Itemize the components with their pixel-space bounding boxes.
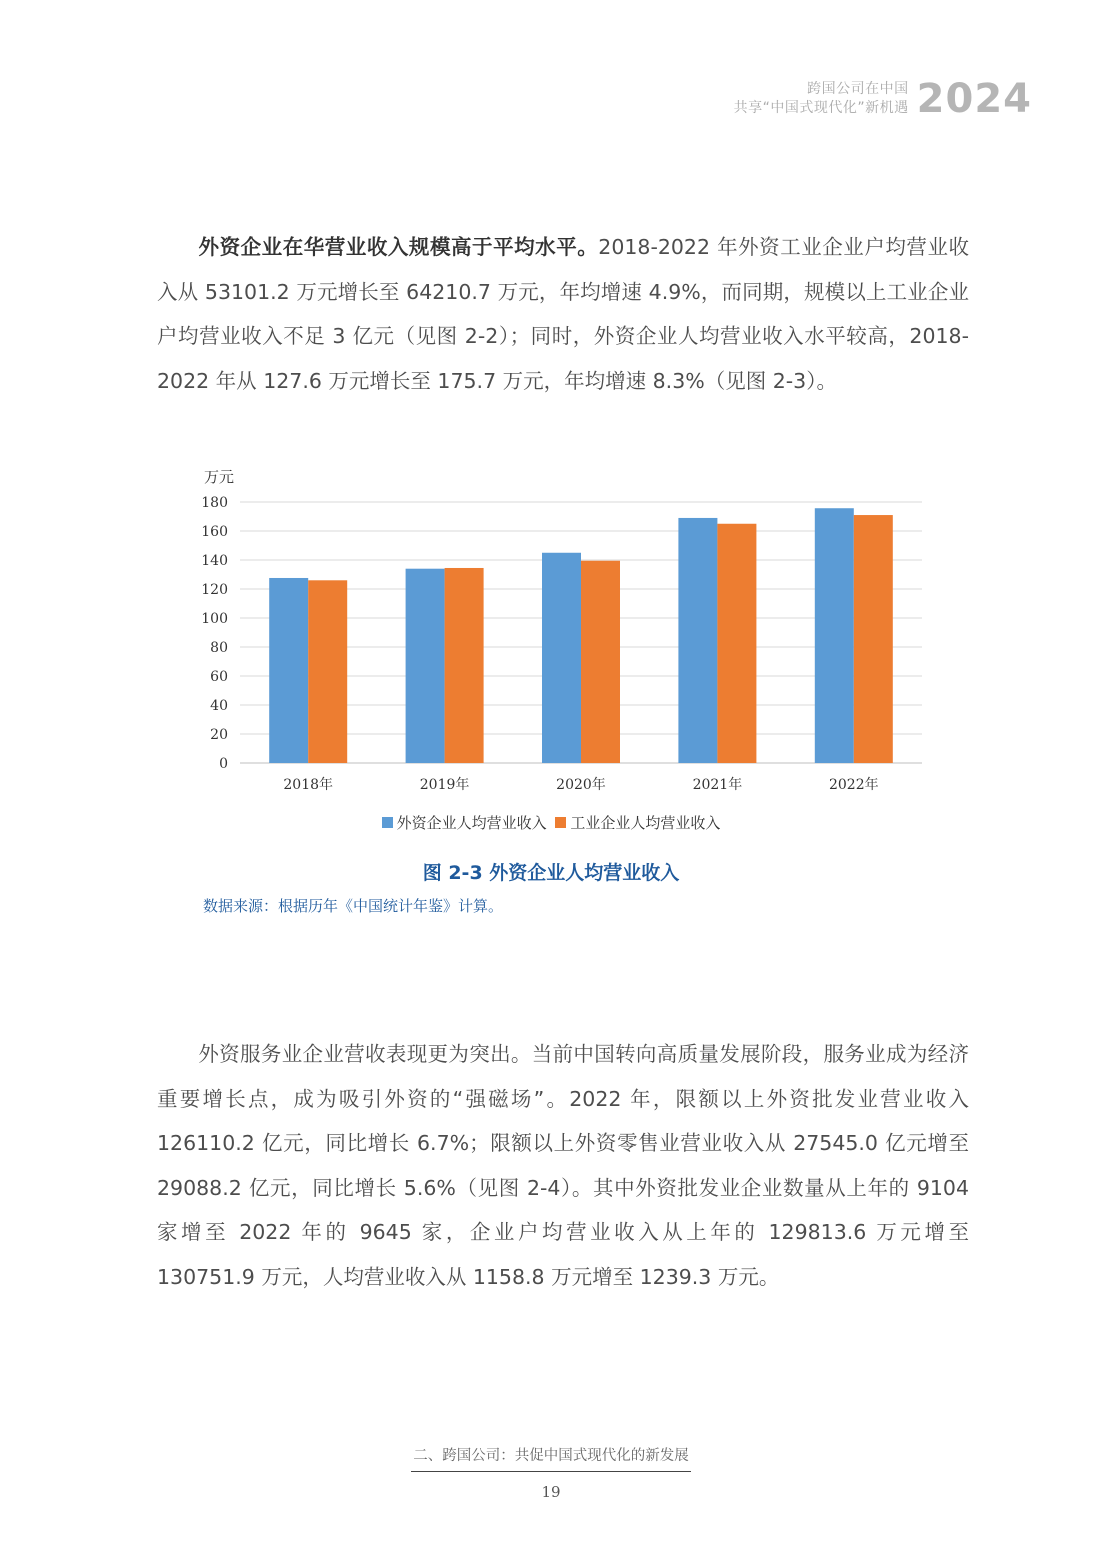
bar-foreign [406, 569, 445, 763]
x-tick-label: 2019年 [419, 777, 470, 793]
y-tick-label: 160 [201, 524, 228, 540]
x-tick-label: 2020年 [556, 777, 606, 793]
bar-industrial [445, 568, 484, 763]
x-tick-label: 2022年 [828, 777, 879, 793]
y-tick-label: 40 [210, 698, 228, 714]
y-tick-label: 0 [219, 756, 228, 772]
bar-foreign [815, 508, 854, 763]
legend-swatch-foreign [382, 817, 393, 828]
legend-item-industrial [555, 812, 720, 833]
figure-caption: 图 2-3 外资企业人均营业收入 [422, 862, 680, 884]
bar-chart [190, 460, 950, 805]
legend-item-foreign [382, 812, 547, 833]
bar-foreign [269, 578, 308, 763]
chart-legend [0, 812, 1102, 833]
paragraph-1-lead: 外资企业在华营业收入规模高于平均水平。 [198, 235, 599, 259]
footer [0, 1444, 1102, 1472]
paragraph-2 [157, 1032, 969, 1299]
footer-title: 二、跨国公司：共促中国式现代化的新发展 [411, 1444, 691, 1472]
y-tick-label: 80 [210, 640, 228, 656]
y-tick-label: 60 [210, 669, 228, 685]
paragraph-2-body: 外资服务业企业营收表现更为突出。当前中国转向高质量发展阶段，服务业成为经济重要增长点，成为吸引外资的“强磁场”。2022 年，限额以上外资批发业营业收入 126110.2 亿元，同比增长 6.7%；限额以上外资零售业营业收入从 27545.0 亿元增至 29088.2 亿元，同比增长 5.6%（见图 2-4）。其中外资批发业企业数量从上年的 9104 家增至 2022 年的 9645 家，企业户均营业收入从上年的 129813.6 万元增至 130751.9 万元，人均营业收入从 1158.8 万元增至 1239.3 万元。 [157, 1042, 969, 1289]
header-text [734, 80, 909, 118]
header-line-2: 共享“中国式现代化”新机遇 [733, 100, 909, 116]
bar-industrial [717, 524, 756, 763]
figure-source: 数据来源：根据历年《中国统计年鉴》计算。 [203, 897, 504, 915]
bar-foreign [542, 553, 581, 763]
x-tick-label: 2021年 [692, 777, 743, 793]
legend-label-foreign: 外资企业人均营业收入 [396, 814, 547, 832]
y-tick-label: 120 [201, 582, 228, 598]
page-header [734, 76, 1032, 122]
x-tick-label: 2018年 [283, 777, 334, 793]
paragraph-1 [157, 225, 969, 403]
y-tick-label: 180 [201, 495, 228, 511]
y-unit-label: 万元 [204, 468, 235, 486]
bar-industrial [308, 580, 347, 763]
header-year: 2024 [916, 76, 1032, 122]
bar-industrial [854, 515, 893, 763]
y-tick-label: 140 [201, 553, 228, 569]
y-tick-label: 100 [201, 611, 228, 627]
paragraph-1-body: 2018-2022 年外资工业企业户均营业收入从 53101.2 万元增长至 64210.7 万元，年均增速 4.9%，而同期，规模以上工业企业户均营业收入不足 3 亿元（见图 2-2）；同时，外资企业人均营业收入水平较高，2018-2022 年从 127.6 万元增长至 175.7 万元，年均增速 8.3%（见图 2-3）。 [157, 235, 969, 393]
bar-foreign [678, 518, 717, 763]
legend-swatch-industrial [555, 817, 566, 828]
bar-industrial [581, 561, 620, 763]
legend-label-industrial: 工业企业人均营业收入 [570, 814, 721, 832]
page-number: 19 [541, 1483, 561, 1501]
header-line-1: 跨国公司在中国 [807, 81, 909, 97]
y-tick-label: 20 [210, 727, 228, 743]
